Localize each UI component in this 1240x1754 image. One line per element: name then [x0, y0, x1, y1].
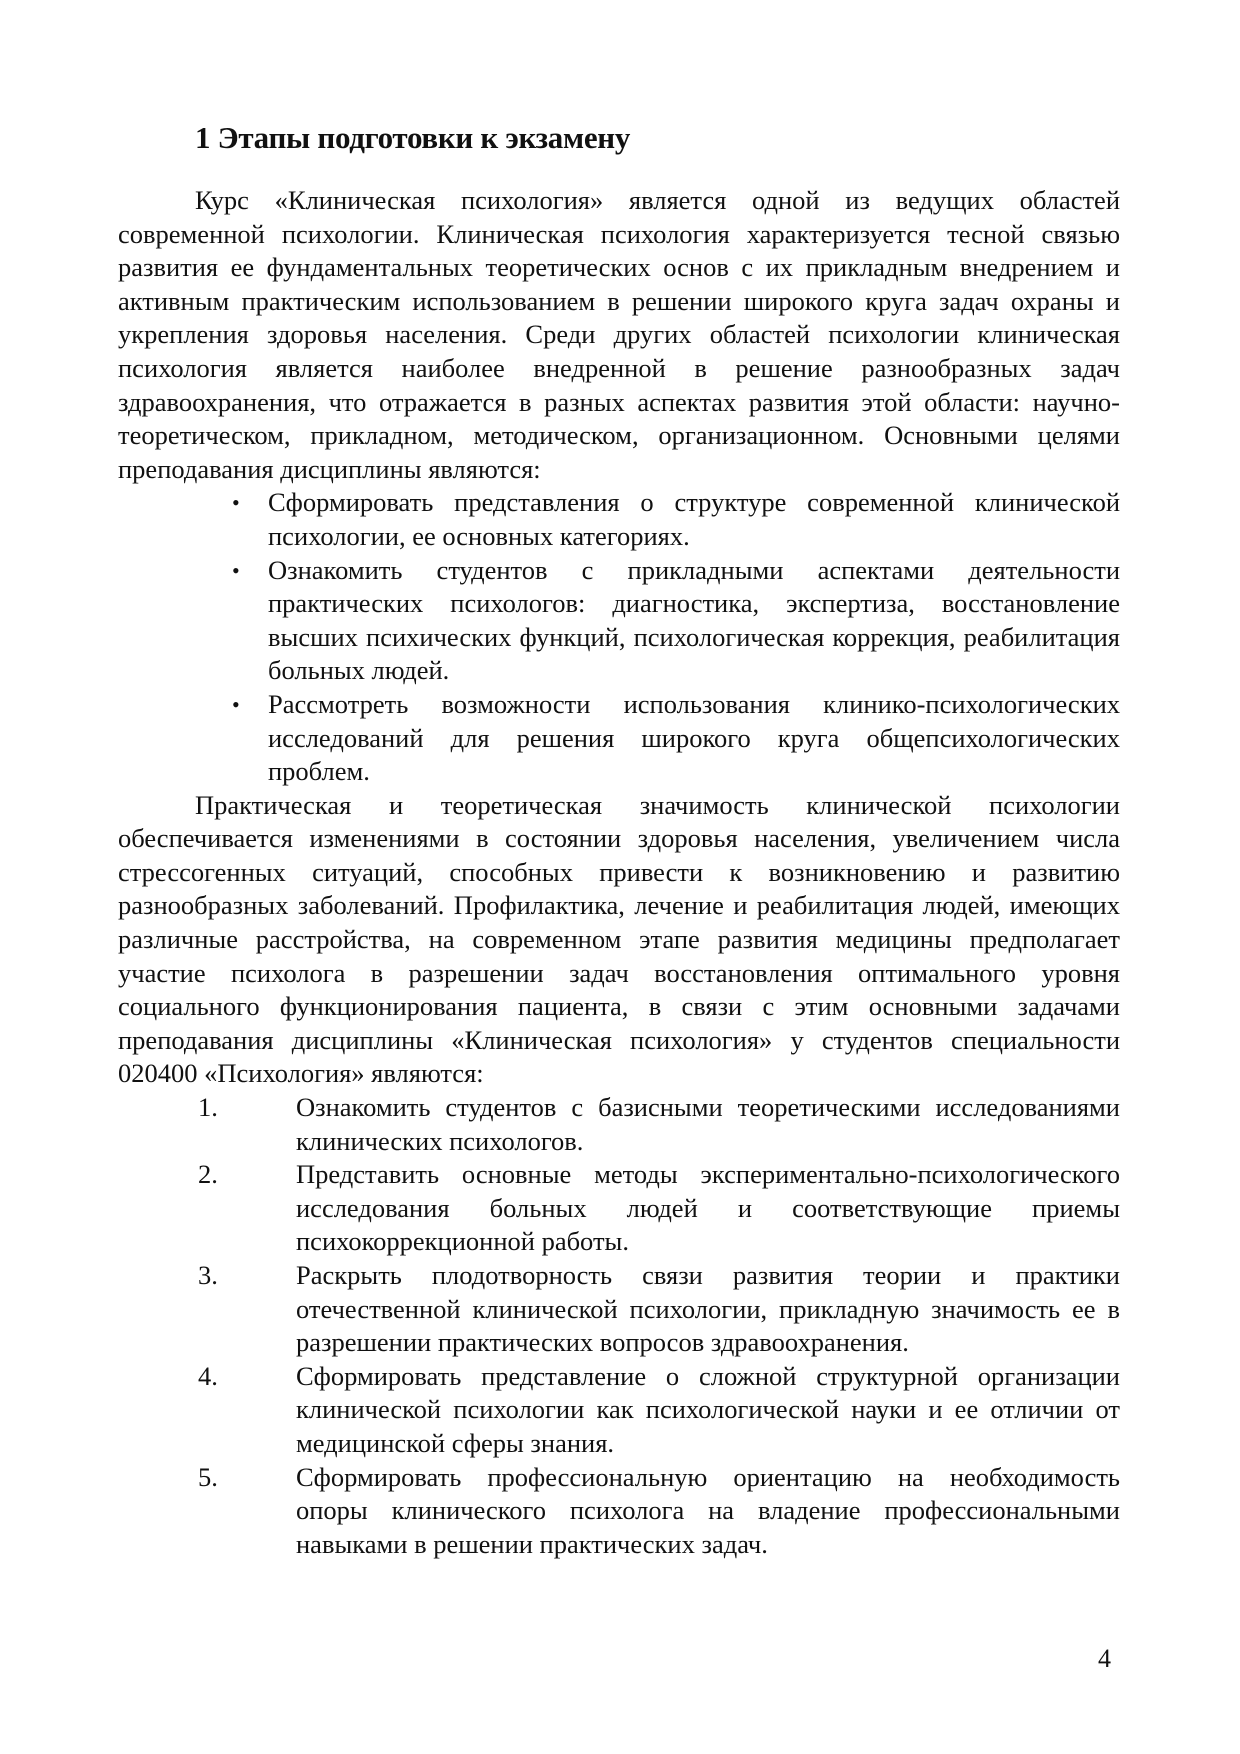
- goal-list-item: [232, 554, 1120, 688]
- goals-list: [118, 486, 1120, 788]
- task-list-item: [198, 1158, 1120, 1259]
- task-number: 1.: [198, 1092, 218, 1123]
- task-number: 5.: [198, 1461, 218, 1492]
- goal-list-item: [232, 688, 1120, 789]
- goal-text: Сформировать представления о структуре современной клинической психологии, ее основных категориях.: [268, 487, 1120, 551]
- task-text: Сформировать профессиональную ориентацию на необходимость опоры клинического психолога на владение профессиональными навыками в решении практических задач.: [296, 1461, 1120, 1559]
- goal-list-item: [232, 486, 1120, 553]
- bullet-icon: •: [232, 490, 240, 516]
- task-text: Ознакомить студентов с базисными теоретическими исследованиями клинических психологов.: [296, 1092, 1120, 1156]
- task-text: Сформировать представление о сложной структурной организации клинической психологии как психологической науки и ее отличии от медицинской сферы знания.: [296, 1360, 1120, 1458]
- task-text: Раскрыть плодотворность связи развития теории и практики отечественной клинической психологии, прикладную значимость ее в разрешении практических вопросов здравоохранения.: [296, 1260, 1120, 1358]
- section-heading: 1 Этапы подготовки к экзамену: [195, 120, 631, 155]
- task-number: 4.: [198, 1360, 218, 1391]
- task-list-item: [198, 1360, 1120, 1461]
- bullet-icon: •: [232, 557, 240, 583]
- significance-paragraph: Практическая и теоретическая значимость клинической психологии обеспечивается изменениями в состоянии здоровья населения, увеличением числа стрессогенных ситуаций, способных привести к возникновению и развитию разнообразных заболеваний. Профилактика, лечение и реабилитация людей, имеющих различные расстройства, на современном этапе развития медицины предполагает участие психолога в разрешении задач восстановления оптимального уровня социального функционирования пациента, в связи с этим основными задачами преподавания дисциплины «Клиническая психология» у студентов специальности 020400 «Психология» являются:: [118, 789, 1120, 1089]
- intro-paragraph: Курс «Клиническая психология» является одной из ведущих областей современной психологии. Клиническая психология характеризуется тесной связью развития ее фундаментальных теоретических основ с их прикладным внедрением и активным практическим использованием в решении широкого круга задач охраны и укрепления здоровья населения. Среди других областей психологии клиническая психология является наиболее внедренной в решение разнообразных задач здравоохранения, что отражается в разных аспектах развития этой области: научно-теоретическом, прикладном, методическом, организационном. Основными целями преподавания дисциплины являются:: [118, 185, 1120, 484]
- task-list-item: [198, 1259, 1120, 1360]
- bullet-icon: •: [232, 691, 240, 717]
- goal-text: Ознакомить студентов с прикладными аспектами деятельности практических психологов: диагностика, экспертиза, восстановление высших психических функций, психологическая коррекция, реабилитация больных людей.: [268, 554, 1120, 686]
- task-list-item: [198, 1461, 1120, 1562]
- task-list-item: [198, 1091, 1120, 1158]
- page-number: 4: [1098, 1644, 1111, 1673]
- goal-text: Рассмотреть возможности использования клинико-психологических исследований для решения широкого круга общепсихологических проблем.: [268, 688, 1120, 787]
- tasks-list: [118, 1091, 1120, 1561]
- task-number: 2.: [198, 1159, 218, 1190]
- task-number: 3.: [198, 1260, 218, 1290]
- document-page: [118, 118, 1120, 1561]
- task-text: Представить основные методы экспериментально-психологического исследования больных людей и соответствующие приемы психокоррекционной работы.: [296, 1159, 1120, 1257]
